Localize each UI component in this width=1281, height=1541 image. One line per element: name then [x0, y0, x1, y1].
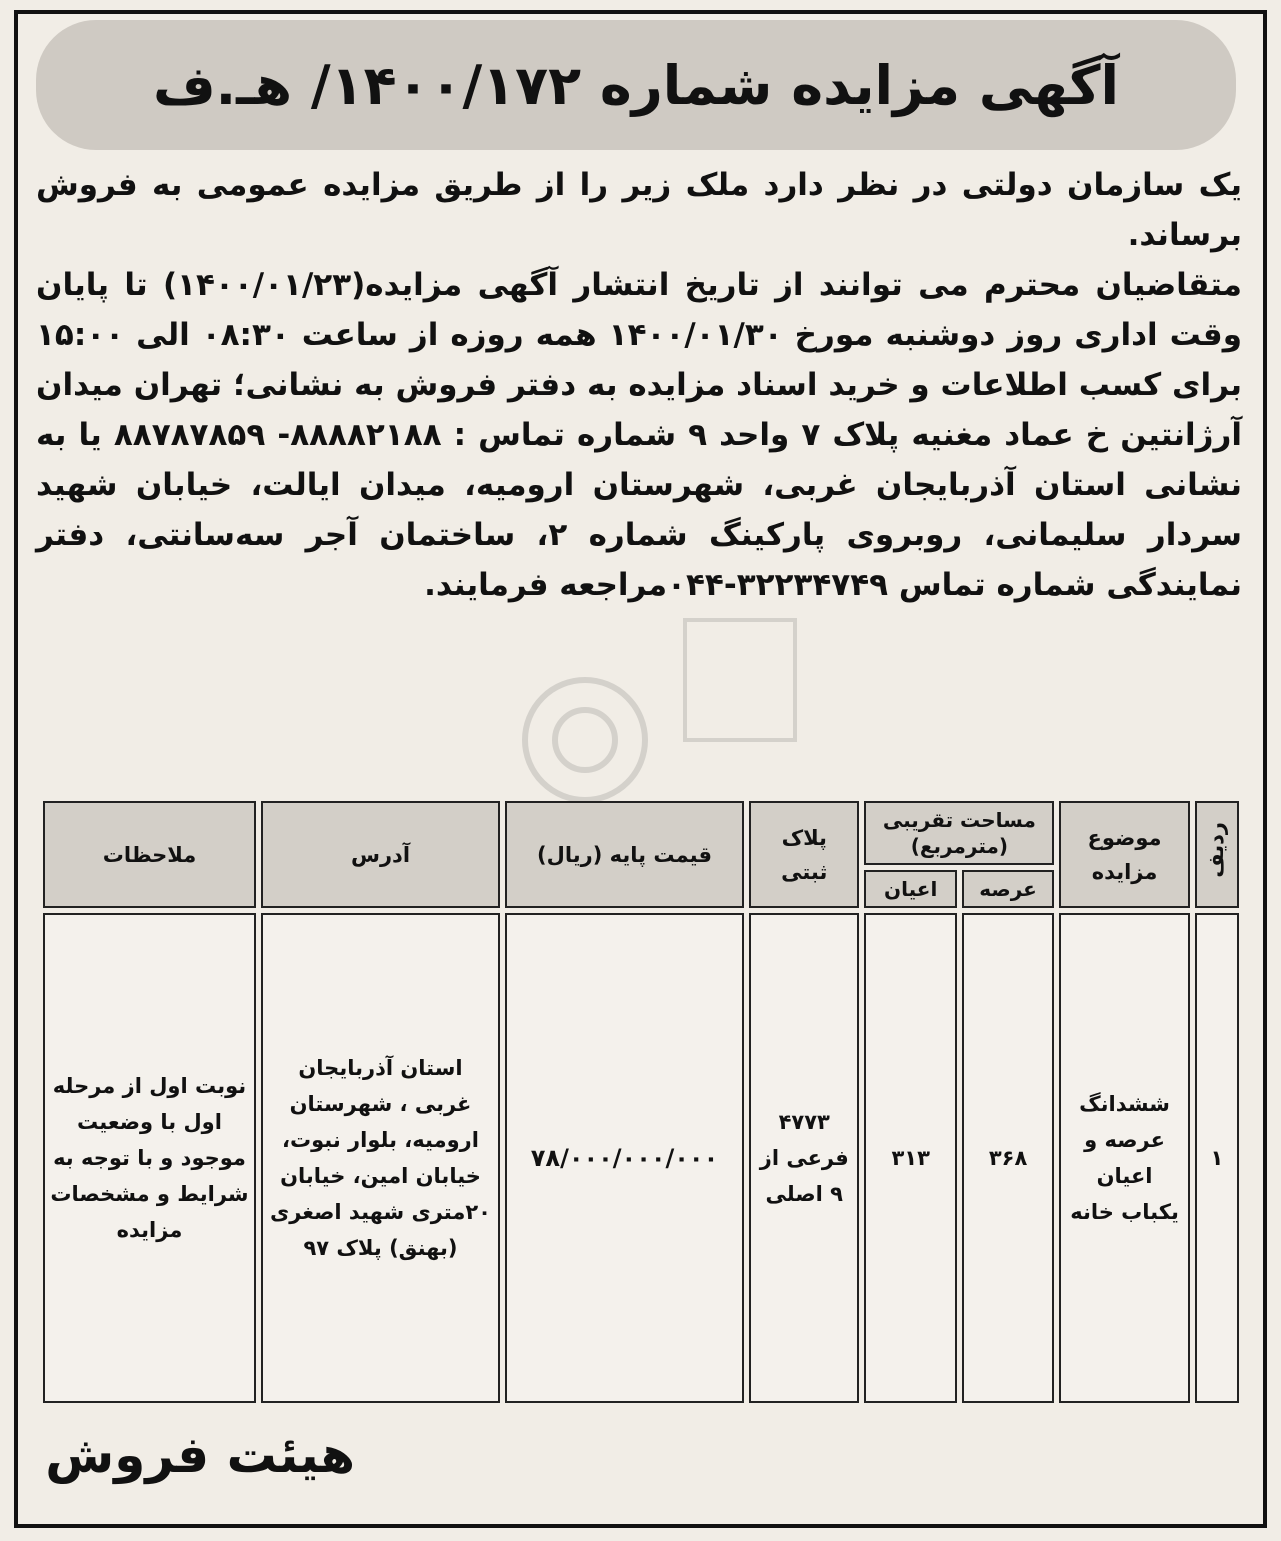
header-land-area: عرصه — [962, 870, 1054, 908]
cell-plaque: ۴۷۷۳ فرعی از ۹ اصلی — [749, 913, 859, 1403]
title-banner — [36, 20, 1236, 150]
notice-body — [36, 160, 1242, 610]
signature: هیئت فروش — [45, 1426, 355, 1484]
header-address: آدرس — [261, 801, 500, 908]
header-building-area: اعیان — [864, 870, 956, 908]
row-number-label: ردیف — [1204, 821, 1228, 878]
cell-row-number: ۱ — [1195, 913, 1239, 1403]
cell-land-area: ۳۶۸ — [962, 913, 1054, 1403]
watermark-logo — [445, 600, 835, 810]
header-plaque: پلاک ثبتی — [749, 801, 859, 908]
cell-notes: نوبت اول از مرحله اول با وضعیت موجود و با توجه به شرایط و مشخصات مزایده — [43, 913, 256, 1403]
cell-building-area: ۳۱۳ — [864, 913, 956, 1403]
notice-title: آگهی مزایده شماره ۱۴۰۰/۱۷۲/ هـ.ف — [152, 53, 1120, 117]
header-subject: موضوع مزایده — [1059, 801, 1190, 908]
cell-subject: ششدانگ عرصه و اعیان یکباب خانه — [1059, 913, 1190, 1403]
table-header-row — [43, 801, 1239, 865]
details-paragraph: متقاضیان محترم می توانند از تاریخ انتشار آگهی مزایده(۱۴۰۰/۰۱/۲۳) تا پایان وقت اداری روز دوشنبه مورخ ۱۴۰۰/۰۱/۳۰ همه روزه از ساعت ۰۸:۳۰ الی ۱۵:۰۰ برای کسب اطلاعات و خرید اسناد مزایده به دفتر فروش به نشانی؛ تهران میدان آرژانتین خ عماد مغنیه پلاک ۷ واحد ۹ شماره تماس : ۸۸۸۸۲۱۸۸- ۸۸۷۸۷۸۵۹ یا به نشانی استان آذربایجان غربی، شهرستان ارومیه، میدان ایالت، خیابان شهید سردار سلیمانی، روبروی پارکینگ شماره ۲، ساختمان آجر سه‌سانتی، دفتر نمایندگی شماره تماس ۳۲۲۳۴۷۴۹-۰۴۴مراجعه فرمایند. — [36, 267, 1242, 603]
header-row-number — [1195, 801, 1239, 908]
intro-paragraph: یک سازمان دولتی در نظر دارد ملک زیر را از طریق مزایده عمومی به فروش برساند. — [36, 167, 1242, 253]
cell-address: استان آذربایجان غربی ، شهرستان ارومیه، بلوار نبوت، خیابان امین، خیابان ۲۰متری شهید اصغری (بهنق) پلاک ۹۷ — [261, 913, 500, 1403]
auction-table — [38, 796, 1244, 1408]
table-row — [43, 913, 1239, 1403]
header-price: قیمت پایه (ریال) — [505, 801, 744, 908]
header-notes: ملاحظات — [43, 801, 256, 908]
header-area: مساحت تقریبی (مترمربع) — [864, 801, 1054, 865]
cell-price: ۷۸/۰۰۰/۰۰۰/۰۰۰ — [505, 913, 744, 1403]
